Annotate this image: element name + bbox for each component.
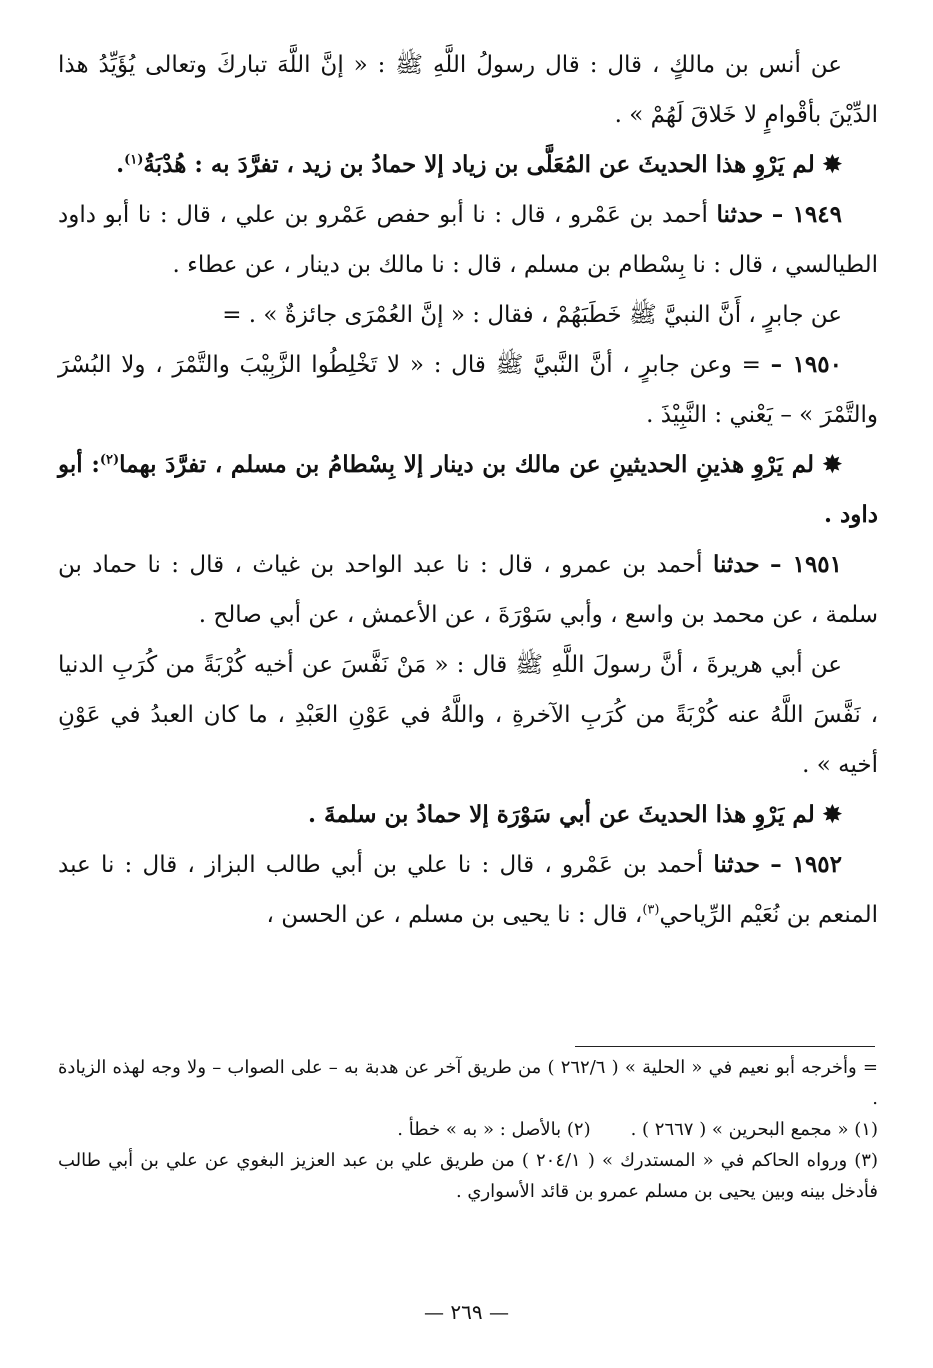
- isnad-label-1949: حدثنا: [716, 201, 764, 228]
- note-1948: ✸ لم يَرْوِ هذا الحديثَ عن المُعَلَّى بن زياد إلا حمادُ بن زيد ، تفرَّدَ به : هُدْبَةُ$^{(١)}$.: [116, 151, 842, 178]
- hadith-text-1948: عن أنس بن مالكٍ ، قال : قال رسولُ اللَّهِ ﷺ : « إنَّ اللَّهَ تباركَ وتعالى يُؤَيِّدُ هذا الدِّيْنَ بأقْوامٍ لا خَلاقَ لَهُمْ » .: [58, 52, 878, 128]
- isnad-label-1951: حدثنا: [712, 551, 760, 578]
- footnote-ref-3: (٣): [642, 902, 660, 918]
- footnote-row: [58, 1114, 878, 1145]
- footnote-divider: [575, 1046, 875, 1047]
- hadith-number-1950: ١٩٥٠ –: [770, 351, 842, 378]
- isnad-1949: [58, 190, 878, 290]
- isnad-text-1952: أحمد بن عَمْرو ، قال : نا علي بن أبي طالب البزاز ، قال : نا عبد المنعم بن نُعَيْم الرِّياحي: [58, 852, 878, 928]
- isnad-1951: [58, 540, 878, 640]
- hadith-text-1951: عن أبي هريرةَ ، أنَّ رسولَ اللَّهِ ﷺ قال : « مَنْ نَفَّسَ عن أخيه كُرْبَةً من كُرَبِ الدنيا ، نَفَّسَ اللَّهُ عنه كُرْبَةً من كُرَبِ الآخرةِ ، واللَّهُ في عَوْنِ العَبْدِ ، ما كان العبدُ في عَوْنِ أخيه » .: [58, 652, 878, 778]
- note-1950: [58, 440, 878, 540]
- isnad-tail-1952: ، قال : نا يحيى بن مسلم ، عن الحسن ،: [266, 902, 643, 928]
- main-text: [58, 40, 878, 940]
- hadith-number-1952: ١٩٥٢ –: [770, 851, 843, 878]
- footnote-1: (١) « مجمع البحرين » ( ٢٦٦٧ ) .: [630, 1119, 878, 1140]
- hadith-text-1949: عن جابرٍ ، أَنَّ النبيَّ ﷺ خَطَبَهُمْ ، فقال : « إنَّ العُمْرَى جائزةٌ » . =: [222, 302, 842, 328]
- note-1950-tail: : أبو داود .: [58, 451, 878, 528]
- note-1948-text: ✸ لم يَرْوِ هذا الحديثَ عن المُعَلَّى بن زياد إلا حمادُ بن زيد ، تفرَّدَ به : هُدْبَةُ: [143, 151, 842, 178]
- hadith-number-1951: ١٩٥١ –: [770, 551, 843, 578]
- footnote-continuation: = وأخرجه أبو نعيم في « الحلية » ( ٢٦٢/٦ ) من طريق آخر عن هدبة به – على الصواب – ولا وجه لهذه الزيادة .: [58, 1057, 878, 1109]
- footnote-3: (٣) ورواه الحاكم في « المستدرك » ( ٢٠٤/١ ) من طريق علي بن عبد العزيز البغوي عن علي بن أبي طالب فأدخل بينه وبين يحيى بن مسلم عمرو بن قائد الأسواري .: [58, 1150, 878, 1202]
- page-number: — ٢٦٩ —: [424, 1300, 509, 1324]
- hadith-1950: [58, 340, 878, 440]
- footnote-2: (٢) بالأصل : « به » خطأ .: [397, 1119, 591, 1140]
- note-1951: ✸ لم يَرْوِ هذا الحديثَ عن أبي سَوْرَة إلا حمادُ بن سلمةَ .: [308, 801, 842, 828]
- footnotes: [58, 1052, 878, 1207]
- hadith-number-1949: ١٩٤٩ –: [771, 201, 842, 228]
- isnad-label-1952: حدثنا: [713, 851, 760, 878]
- isnad-text-1949: أحمد بن عَمْرو ، قال : نا أبو حفص عَمْرو بن علي ، قال : نا أبو داود الطيالسي ، قال : نا بِسْطام بن مسلم ، قال : نا مالك بن دينار ، عن عطاء .: [58, 202, 878, 278]
- note-1950-text: ✸ لم يَرْوِ هذينِ الحديثينِ عن مالك بن دينار إلا بِسْطامُ بن مسلم ، تفرَّدَ بهما: [119, 451, 842, 478]
- hadith-text-1950: = وعن جابرٍ ، أنَّ النَّبيَّ ﷺ قال : « لا تَخْلِطُوا الزَّبِيْبَ والتَّمْرَ ، ولا البُسْرَ والتَّمْرَ » – يَعْني : النَّبِيْذَ .: [58, 352, 878, 428]
- isnad-text-1951: أحمد بن عمرو ، قال : نا عبد الواحد بن غياث ، قال : نا حماد بن سلمة ، عن محمد بن واسع ، وأبي سَوْرَةَ ، عن الأعمش ، عن أبي صالح .: [58, 552, 878, 628]
- footnote-ref-1: (١): [124, 152, 144, 168]
- footnote-ref-2: (٢): [99, 452, 120, 468]
- isnad-1952: [58, 840, 878, 940]
